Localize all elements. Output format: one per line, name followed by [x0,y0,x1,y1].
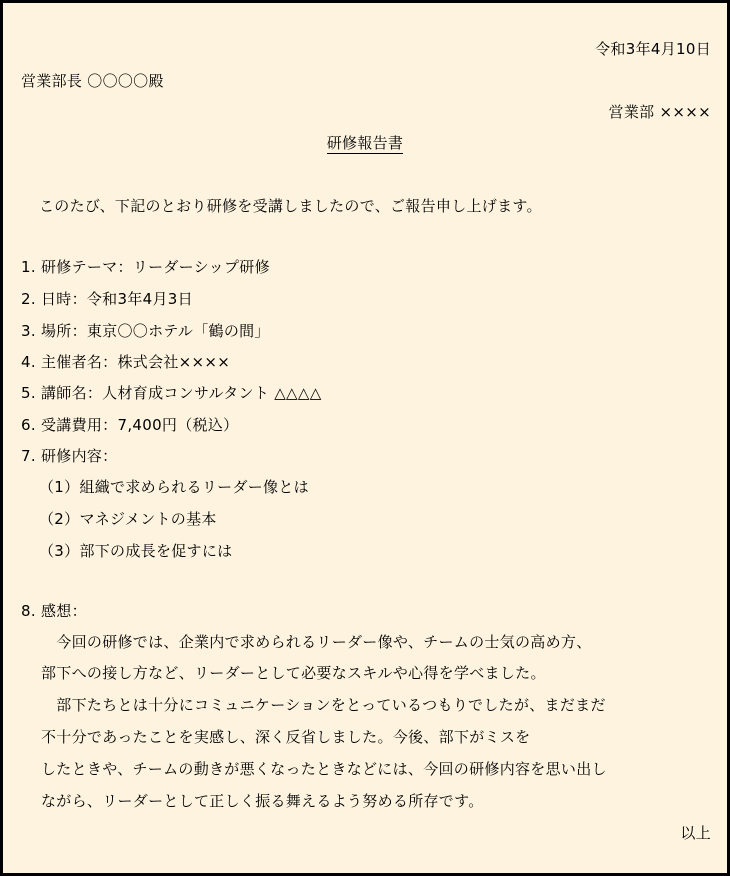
document-title [3,133,727,153]
content-item-1: （1）組織で求められるリーダー像とは [39,478,309,496]
content-item-3: （3）部下の成長を促すには [39,542,233,560]
item-contents-heading: 7. 研修内容： [21,447,118,465]
impressions-line-6: ながら、リーダーとして正しく振る舞えるよう努める所存です。 [41,792,484,810]
item-theme: 1. 研修テーマ：リーダーシップ研修 [21,258,270,276]
impressions-line-3: 部下たちとは十分にコミュニケーションをとっているつもりでしたが、まだまだ [41,696,606,714]
recipient-line: 営業部長 〇〇〇〇殿 [21,72,164,90]
impressions-line-4: 不十分であったことを実感し、深く反省しました。今後、部下がミスを [41,728,531,746]
impressions-line-1: 今回の研修では、企業内で求められるリーダー像や、チームの士気の高め方、 [41,633,592,651]
item-instructor: 5. 講師名：人材育成コンサルタント △△△△ [21,384,322,402]
item-fee: 6. 受講費用：7,400円（税込） [21,416,239,434]
intro-paragraph: このたび、下記のとおり研修を受講しましたので、ご報告申し上げます。 [39,197,542,215]
content-item-2: （2）マネジメントの基本 [39,510,217,528]
item-organizer: 4. 主催者名：株式会社×××× [21,353,231,371]
document-date: 令和3年4月10日 [595,40,711,58]
impressions-line-2: 部下への接し方など、リーダーとして必要なスキルや心得を学べました。 [41,664,546,682]
item-venue: 3. 場所：東京〇〇ホテル「鶴の間」 [21,322,270,340]
item-date: 2. 日時：令和3年4月3日 [21,290,193,308]
title-text: 研修報告書 [326,134,404,152]
impressions-line-5: したときや、チームの動きが悪くなったときなどには、今回の研修内容を思い出し [41,760,607,778]
sender-line: 営業部 ×××× [608,103,711,121]
impressions-heading: 8. 感想： [21,602,87,620]
closing-mark: 以上 [680,824,711,842]
